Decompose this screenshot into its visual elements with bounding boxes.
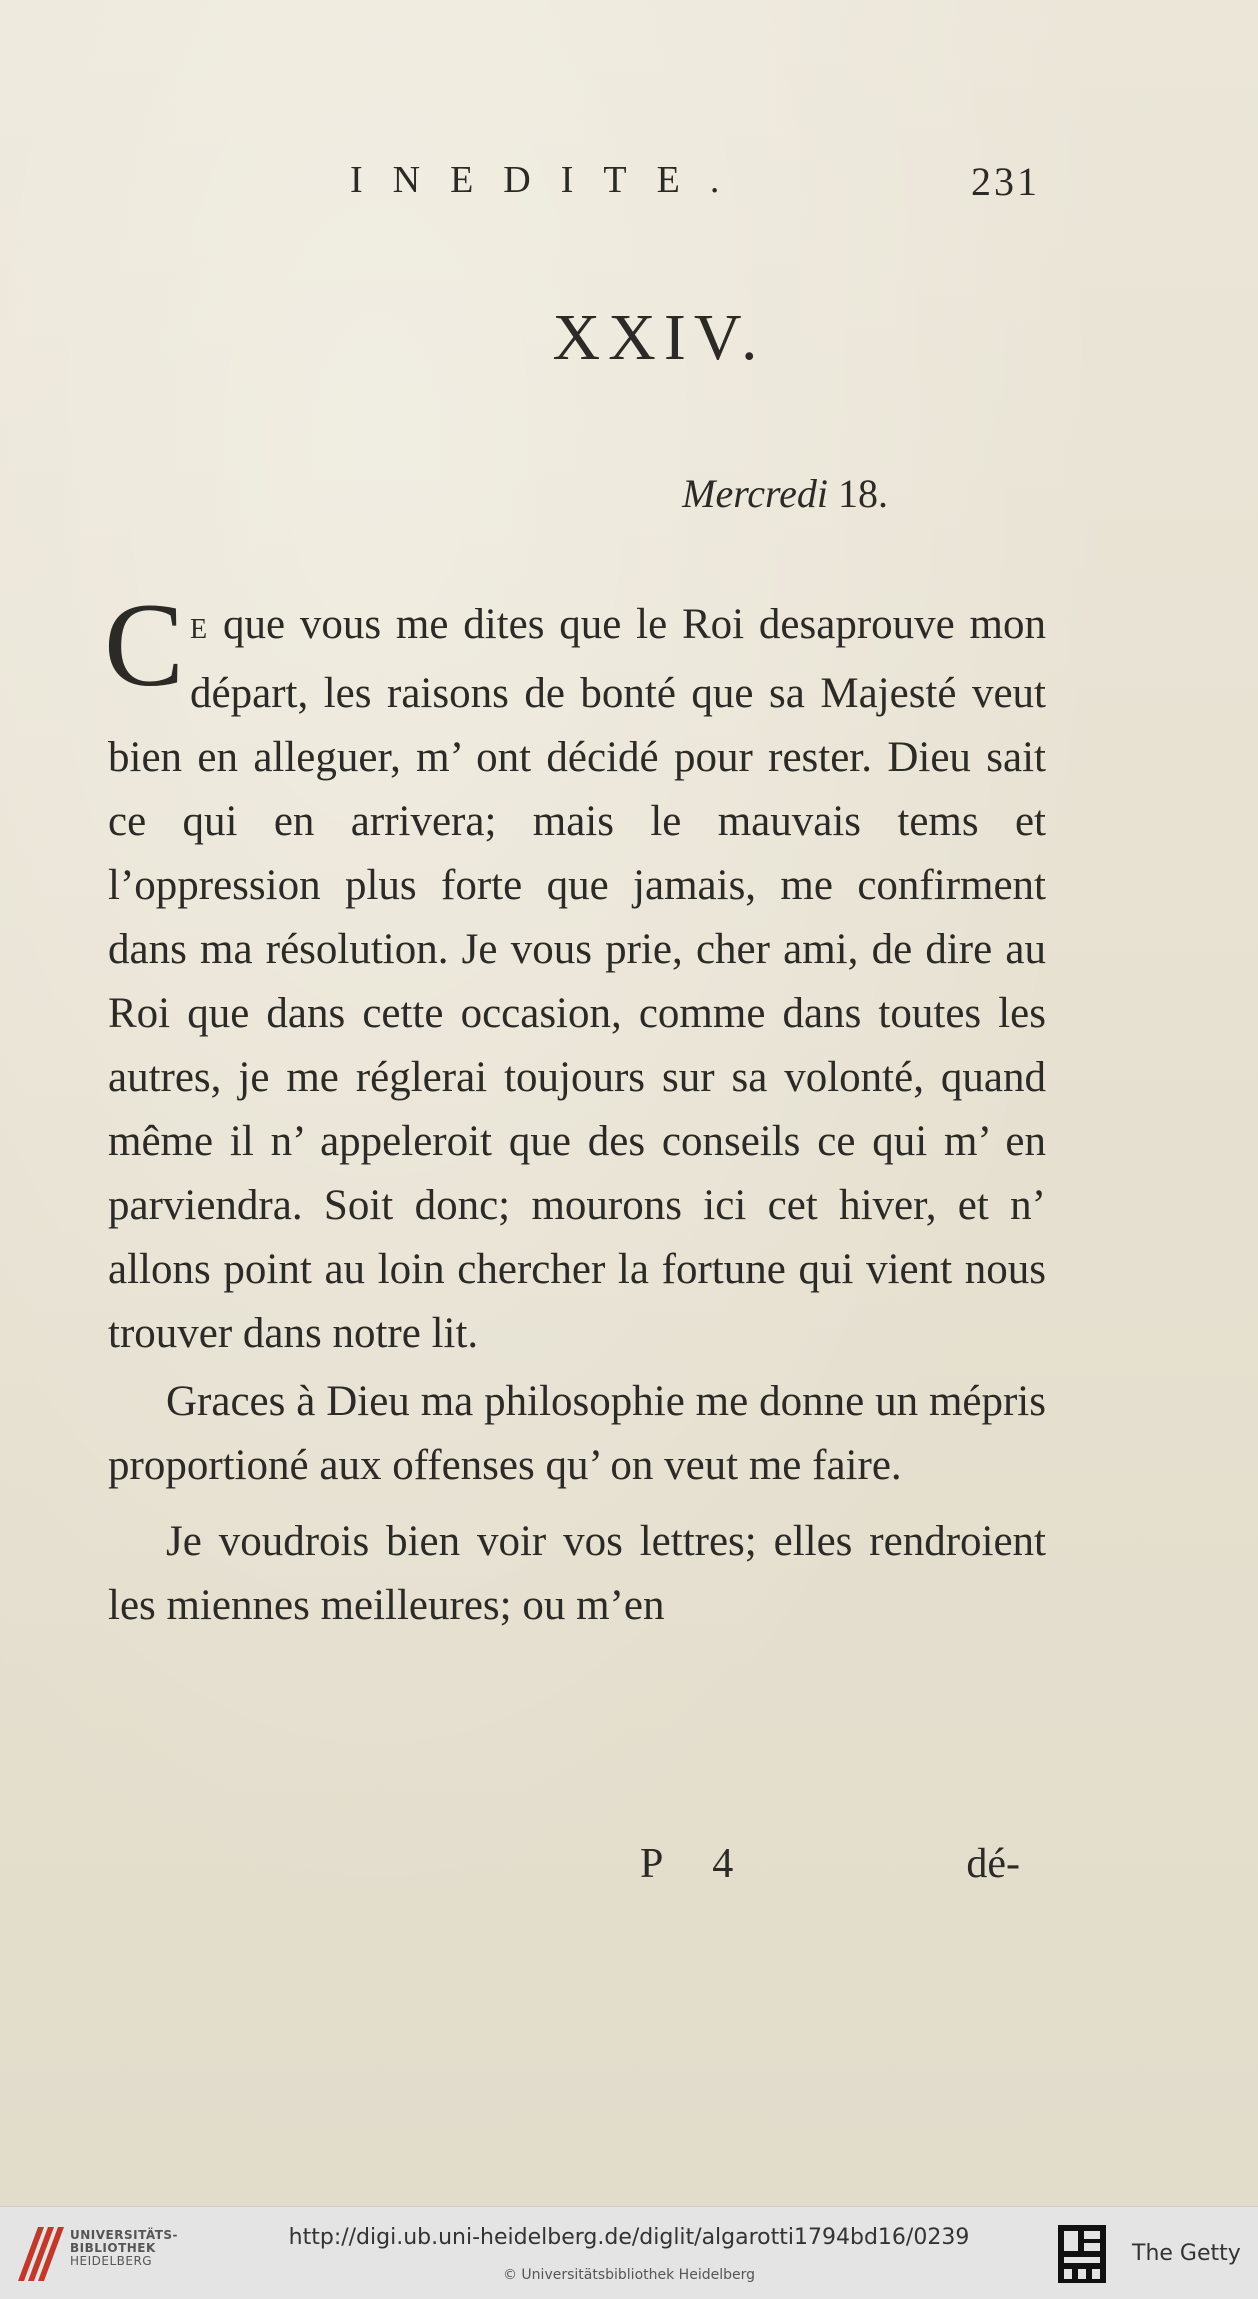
partner-name: The Getty bbox=[1132, 2241, 1241, 2266]
paragraph-3: Je voudrois bien voir vos lettres; elles rendroient les miennes meilleures; ou m’en bbox=[108, 1518, 1046, 1629]
running-title: INEDITE. bbox=[350, 159, 750, 201]
signature-mark: P 4 bbox=[640, 1841, 754, 1887]
paragraph-1 bbox=[104, 578, 1046, 1366]
catchword: dé- bbox=[966, 1841, 1020, 1887]
copyright-notice: © Universitätsbibliothek Heidelberg bbox=[502, 2267, 755, 2283]
dateline-day: Mercredi bbox=[682, 471, 828, 516]
dateline-number: 18. bbox=[838, 471, 888, 516]
getty-logo-icon bbox=[1058, 2225, 1106, 2283]
library-name-line3: HEIDELBERG bbox=[70, 2254, 153, 2268]
library-name-line2: BIBLIOTHEK bbox=[70, 2241, 156, 2255]
drop-cap: C bbox=[104, 578, 185, 711]
letter-body bbox=[104, 578, 1046, 1638]
library-name-line1: UNIVERSITÄTS- bbox=[70, 2228, 179, 2242]
viewer-footer bbox=[0, 2206, 1258, 2299]
paragraph-2: Graces à Dieu ma philosophie me donne un mépris proportioné aux offenses qu’ on veut me faire. bbox=[108, 1378, 1046, 1489]
signature-line bbox=[640, 1840, 1020, 1900]
chapter-number: XXIV. bbox=[552, 301, 766, 374]
paragraph-1-text: que vous me dites que le Roi desaprouve mon départ, les raisons de bonté que sa Majesté veut bien en alleguer, m’ ont décidé pour rester. Dieu sait ce qui en arrivera; mais le mauvais tems et l’oppression plus forte que jamais, me confirment dans ma résolution. Je vous prie, cher ami, de dire au Roi que dans cette occasion, comme dans toutes les autres, je me réglerai toujours sur sa volonté, quand même il n’ appeleroit que des conseils ce qui m’ en parviendra. Soit donc; mourons ici cet hiver, et n’ allons point au loin chercher la fortune qui vient nous trouver dans notre lit. bbox=[108, 601, 1046, 1357]
small-caps: E bbox=[190, 614, 209, 645]
page-number: 231 bbox=[971, 159, 1040, 204]
page-header bbox=[350, 158, 1040, 208]
dateline bbox=[682, 470, 888, 517]
permalink-url[interactable]: http://digi.ub.uni-heidelberg.de/diglit/algarotti1794bd16/0239 bbox=[288, 2225, 970, 2250]
